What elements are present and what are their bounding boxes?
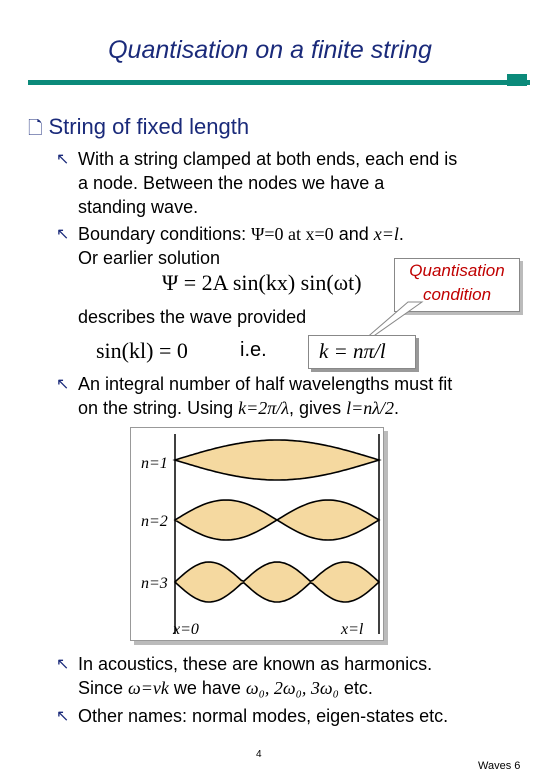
para-5-line-1: An integral number of half wavelengths must fit — [78, 374, 453, 394]
para-5 — [78, 372, 452, 420]
para-6 — [78, 652, 432, 700]
quant-line-2: condition — [422, 285, 492, 304]
x-left-label: x=0 — [173, 621, 199, 638]
boundary-xl: x=l — [373, 224, 399, 244]
mode-label-1: n=1 — [141, 455, 168, 472]
para-6-series: ω₀, 2ω₀, 3ω₀ — [245, 678, 339, 698]
title-rule — [28, 80, 530, 85]
para-1-line-3: standing wave. — [78, 197, 199, 217]
page-number: 4 — [256, 749, 262, 760]
k-equation: k = nπ/l — [319, 339, 386, 363]
para-4: describes the wave provided — [78, 307, 307, 327]
para-5-end: . — [394, 398, 400, 418]
para-6-omega: ω=vk — [128, 678, 169, 698]
mode-2-envelope — [175, 500, 379, 540]
para-1-line-1: With a string clamped at both ends, each end is — [78, 149, 458, 169]
para-5-l: l=nλ/2 — [346, 398, 395, 418]
para-5-k: k=2π/λ — [238, 398, 290, 418]
para-6-line-1: In acoustics, these are known as harmonics. — [78, 654, 433, 674]
page-icon: 🗋 — [28, 118, 43, 139]
para-7: Other names: normal modes, eigen-states etc. — [78, 706, 449, 726]
para-6-line-2 — [78, 676, 432, 700]
para-2-end: . — [398, 224, 404, 244]
mode-label-3: n=3 — [141, 575, 168, 592]
arrow-icon: ↖ — [56, 706, 70, 725]
para-6-have: we have — [168, 678, 246, 698]
para-1 — [78, 147, 457, 219]
wave-equation: Ψ = 2A sin(kx) sin(ωt) — [162, 270, 362, 295]
mode-1-envelope — [175, 440, 379, 480]
para-2-and: and — [333, 224, 374, 244]
para-2 — [78, 222, 404, 246]
para-5-gives: , gives — [289, 398, 347, 418]
title-rule-cap — [507, 74, 527, 86]
boundary-psi: Ψ=0 at x=0 — [251, 224, 334, 244]
para-6-since: Since — [78, 678, 129, 698]
mode-shapes — [175, 440, 379, 602]
arrow-icon: ↖ — [56, 149, 70, 168]
quant-line-1: Quantisation — [409, 261, 505, 280]
para-3: Or earlier solution — [78, 248, 221, 268]
arrow-icon: ↖ — [56, 374, 70, 393]
main-bullet-text: String of fixed length — [48, 114, 250, 139]
x-right-label: x=l — [341, 621, 364, 638]
para-5-line-2 — [78, 396, 452, 420]
arrow-icon: ↖ — [56, 654, 70, 673]
para-1-line-2: a node. Between the nodes we have a — [78, 173, 385, 193]
slide-title: Quantisation on a finite string — [108, 36, 432, 64]
standing-wave-diagram — [130, 427, 384, 641]
para-5-using: on the string. Using — [78, 398, 239, 418]
footer-label: Waves 6 — [478, 760, 521, 772]
para-6-etc: etc. — [338, 678, 373, 698]
sin-equation: sin(kl) = 0 — [96, 338, 188, 363]
standing-wave-svg — [131, 428, 383, 640]
para-2-prefix: Boundary conditions: — [78, 224, 252, 244]
arrow-icon: ↖ — [56, 224, 70, 243]
k-equation-box — [308, 335, 416, 369]
ie-text: i.e. — [240, 339, 267, 361]
mode-3-envelope — [175, 562, 379, 602]
mode-label-2: n=2 — [141, 513, 168, 530]
main-bullet — [28, 114, 249, 146]
